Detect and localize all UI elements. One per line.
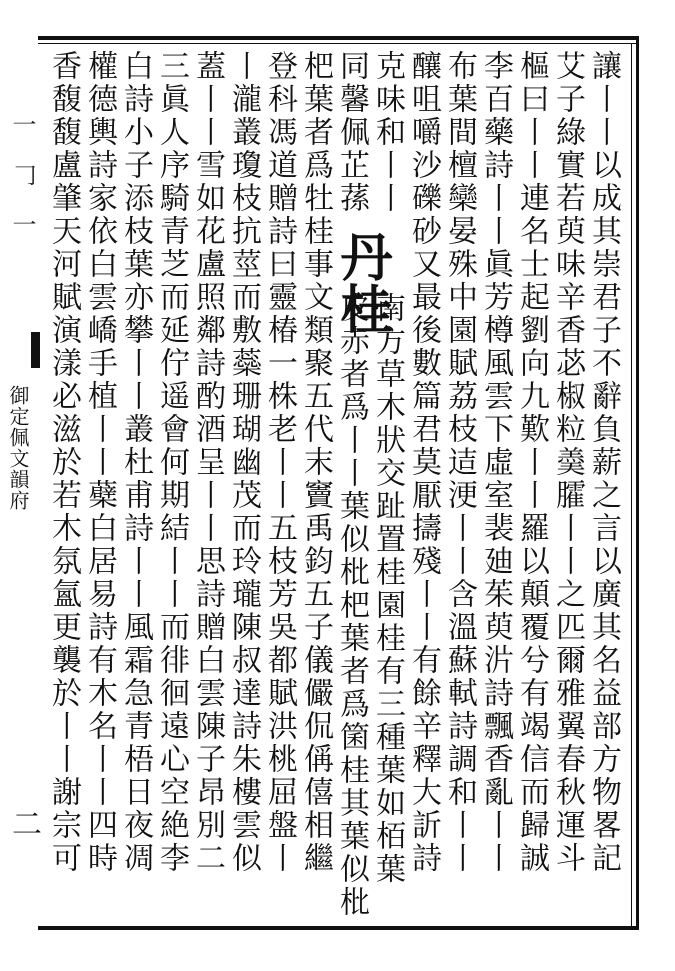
frame-right-line <box>636 36 639 930</box>
text-column-11: 杷葉者爲牡桂事文類聚五代末竇禹鈞五子儀儼侃偁僖相繼 <box>298 50 333 875</box>
frame-bottom-line <box>38 926 639 930</box>
text-column-8: 同馨佩芷蓀 <box>334 50 369 215</box>
text-column-7: 克味和丨丨 <box>370 50 405 215</box>
text-column-5: 布葉間檀欒晏殊中園賦荔枝迼浭丨丨含溫蘇軾詩調和丨丨 <box>442 50 477 875</box>
text-column-16: 白詩小子添枝葉亦攀丨丨叢杜甫詩丨丨風霜急青梧日夜凋 <box>118 50 153 875</box>
text-column-10: 皮赤者爲丨丨葉似枇杷葉者爲箘桂其葉似枇 <box>334 292 369 919</box>
book-title: 御定佩文韻府 <box>6 385 30 511</box>
text-column-12: 登科馮道贈詩曰靈椿一株老丨丨五枝芳吳都賦洪桃屈盤丨 <box>262 50 297 875</box>
page-number: 二 <box>6 808 41 838</box>
text-column-3: 樞曰丨丨連名士起劉向九歎丨丨羅以顛覆兮有竭信而歸誠 <box>514 50 549 875</box>
text-column-15: 三眞人序騎青芝而延佇遥會何期結丨丨而徘徊遠心空絶李 <box>154 50 189 875</box>
frame-top-inner-line <box>38 43 639 44</box>
text-column-9: 南方草木狀交趾置桂園桂有三種葉如栢葉 <box>370 292 405 886</box>
text-column-13: 丨瀧叢瓊枝抗莖而敷蘂珊瑚幽茂而玲瓏陳叔達詩朱樓雲似 <box>226 50 261 875</box>
frame-top-line <box>38 36 639 40</box>
page-gutter <box>0 50 40 928</box>
text-column-6: 釀咀嚼沙礫砂又最後數篇君莫厭擣殘丨丨有餘辛釋大訢詩 <box>406 50 441 875</box>
text-column-2: 艾子綠實若萸味辛香苾椒粒羮臛丨丨之匹爾雅翼春秋運斗 <box>550 50 585 875</box>
text-column-17: 權德輿詩家依白雲嶠手植丨丨蘗白居易詩有木名丨丨四時 <box>82 50 117 875</box>
text-column-14: 蓋丨丨雪如花盧照鄰詩酌酒呈丨丨思詩贈白雲陳子昂別二 <box>190 50 225 875</box>
text-column-1: 讓丨丨以成其崇君子不辭負薪之言以廣其名益部方物畧記 <box>586 50 621 875</box>
frame-right-inner-line <box>631 43 632 928</box>
fishtail-mark <box>31 332 40 368</box>
gutter-marks: 一𠃌一 <box>8 112 36 262</box>
text-column-4: 李百藥詩丨丨眞芳樽風雲下虛室裴廸茱萸沜詩飄香亂丨丨 <box>478 50 513 875</box>
text-column-18: 香馥馥盧肇天河賦演漾必滋於若木氛氳更襲於丨丨謝宗可 <box>46 50 81 875</box>
entry-heading: 丹桂 <box>331 230 392 334</box>
